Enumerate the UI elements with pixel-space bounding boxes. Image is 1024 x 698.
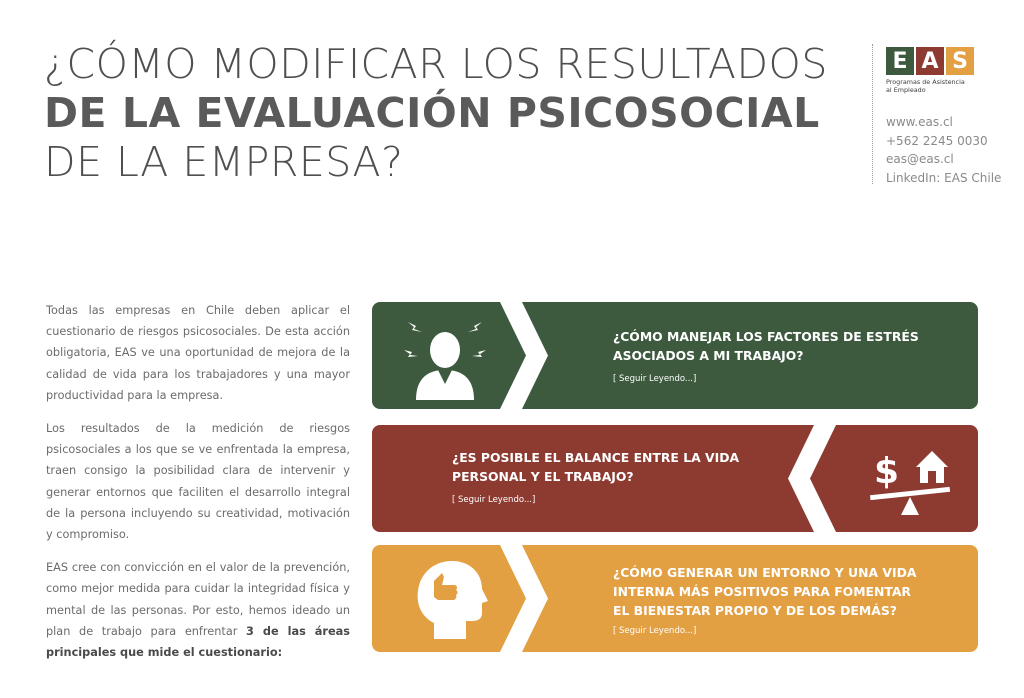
card-balance[interactable] (372, 425, 978, 532)
card-environment-line-2: INTERNA MÁS POSITIVOS PARA FOMENTAR (613, 584, 911, 599)
card-stress-line-2: ASOCIADOS A MI TRABAJO? (613, 348, 804, 363)
head-thumbs-up-icon (404, 553, 494, 643)
title-line-1: ¿CÓMO MODIFICAR LOS RESULTADOS (44, 40, 828, 88)
email-link[interactable]: eas@eas.cl (886, 152, 954, 166)
contact-list (886, 113, 1001, 187)
card-stress-read-more[interactable]: [ Seguir Leyendo...] (613, 374, 697, 384)
intro-paragraph-1: Todas las empresas en Chile deben aplicar el cuestionario de riesgos psicosociales. De esta acción obligatoria, EAS ve una oportunidad de mejora de la calidad de vida para los trabajadores y una mayor productividad para la empresa. (46, 304, 350, 402)
card-environment-read-more[interactable]: [ Seguir Leyendo...] (613, 626, 697, 636)
page-title (44, 40, 828, 187)
eas-logo[interactable] (886, 47, 976, 75)
logo-letter-e: E (886, 47, 914, 75)
card-environment-line-3: EL BIENESTAR PROPIO Y DE LOS DEMÁS? (613, 603, 897, 618)
dotted-divider (872, 44, 874, 184)
card-environment[interactable] (372, 545, 978, 652)
title-line-3: DE LA EMPRESA? (44, 138, 404, 186)
logo-tagline-2: al Empleado (886, 86, 926, 94)
card-stress-line-1: ¿CÓMO MANEJAR LOS FACTORES DE ESTRÉS (613, 329, 919, 344)
card-balance-question (452, 448, 739, 486)
svg-text:$: $ (874, 451, 900, 492)
phone-number[interactable]: +562 2245 0030 (886, 133, 988, 148)
card-balance-read-more[interactable]: [ Seguir Leyendo...] (452, 495, 536, 505)
website-link[interactable]: www.eas.cl (886, 115, 953, 129)
logo-letter-s: S (946, 47, 974, 75)
logo-tagline (886, 78, 965, 94)
money-home-balance-icon (858, 435, 958, 525)
card-stress[interactable] (372, 302, 978, 409)
intro-text (46, 300, 350, 675)
title-line-2: DE LA EVALUACIÓN PSICOSOCIAL (44, 89, 820, 137)
intro-paragraph-3-bold: 3 de las áreas principales que mide el cuestionario: (46, 624, 350, 660)
card-environment-line-1: ¿CÓMO GENERAR UN ENTORNO Y UNA VIDA (613, 565, 917, 580)
stressed-person-icon (400, 312, 490, 402)
intro-paragraph-3-text: EAS cree con convicción en el valor de la prevención, como mejor medida para cuidar la integridad física y mental de las personas. Por esto, hemos ideado un plan de trabajo para enfrentar (46, 561, 350, 638)
linkedin-link[interactable]: LinkedIn: EAS Chile (886, 170, 1002, 185)
intro-paragraph-2: Los resultados de la medición de riesgos psicosociales a los que se ve enfrentada la empresa, traen consigo la posibilidad clara de intervenir y generar entornos que faciliten el desarrollo integral de la persona incluyendo su creatividad, motivación y compromiso. (46, 422, 350, 542)
intro-paragraph-3 (46, 557, 350, 663)
logo-tagline-1: Programas de Asistencia (886, 78, 965, 86)
card-environment-question (613, 563, 916, 620)
card-balance-line-2: PERSONAL Y EL TRABAJO? (452, 469, 634, 484)
card-stress-question (613, 327, 919, 365)
card-balance-line-1: ¿ES POSIBLE EL BALANCE ENTRE LA VIDA (452, 450, 740, 465)
logo-letter-a: A (916, 47, 944, 75)
